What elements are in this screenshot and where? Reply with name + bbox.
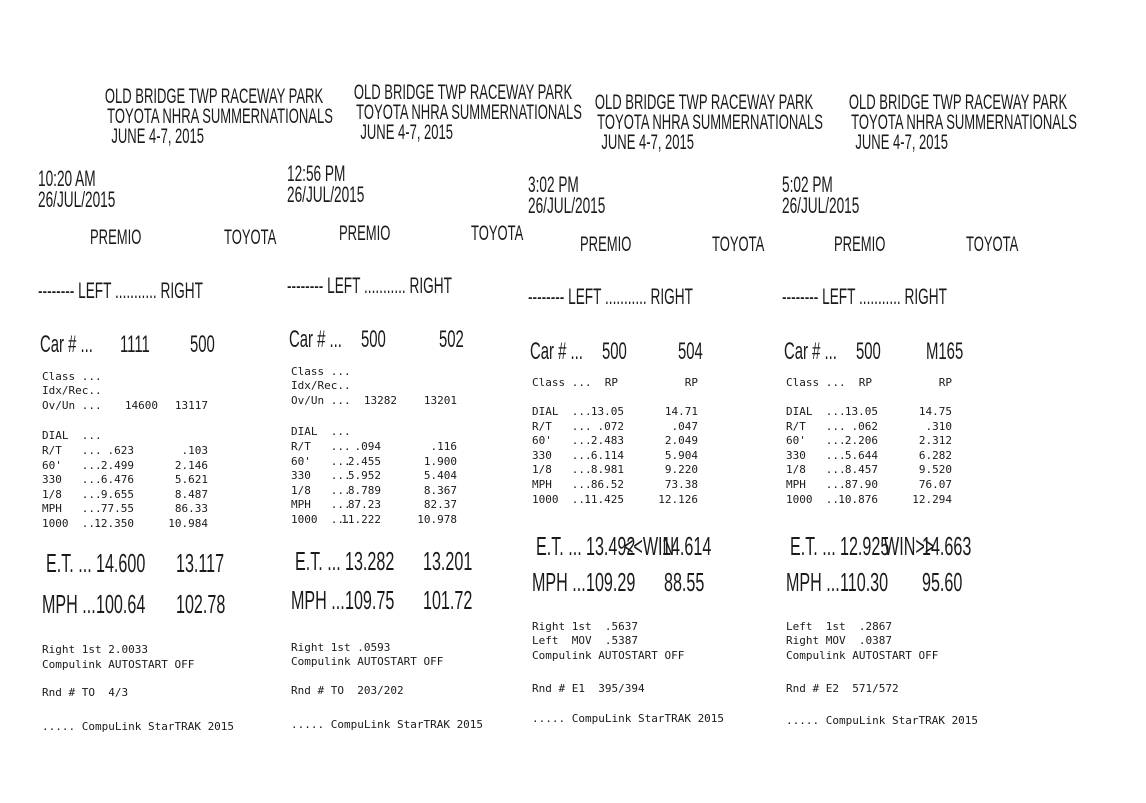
timing-row-label: 1000 ... <box>291 512 351 526</box>
right-lane-name: TOYOTA <box>712 233 765 256</box>
timing-row-label: 1/8 ... <box>291 483 351 497</box>
autostart-status: Compulink AUTOSTART OFF <box>786 649 939 662</box>
timing-row-label: 330 ... <box>291 469 351 482</box>
track-name: OLD BRIDGE TWP RACEWAY PARK <box>594 91 814 114</box>
timing-row-label: 1000 ... <box>532 492 592 506</box>
et-right: 13.201 <box>423 546 473 576</box>
lane-header: -------- LEFT ........... RIGHT <box>528 284 693 309</box>
timing-row-label: MPH ... <box>291 498 351 511</box>
slip-footer: ..... CompuLink StarTRAK 2015 <box>291 718 484 731</box>
timing-row-left: 87.90 <box>844 478 878 491</box>
timing-row-label: R/T ... <box>42 444 102 457</box>
timing-row-label: R/T ... <box>786 419 846 433</box>
et-left: 13.492 <box>586 531 636 561</box>
car-number-right: 502 <box>439 326 464 353</box>
timing-row-left: 5.952 <box>347 469 381 482</box>
timing-row-label: 1/8 ... <box>786 463 846 477</box>
timing-row-right: 10.984 <box>168 516 208 530</box>
slip-time: 5:02 PM <box>782 172 833 197</box>
idx-rec-label: Idx/Rec.. <box>291 379 351 392</box>
timing-row-label: 60' ... <box>291 454 351 468</box>
ovun-left: 13282 <box>363 394 397 407</box>
event-dates: JUNE 4-7, 2015 <box>601 131 695 154</box>
event-name: TOYOTA NHRA SUMMERNATIONALS <box>107 105 333 128</box>
timing-row-label: 1000 ... <box>786 492 846 506</box>
timing-row-label: MPH ... <box>786 478 846 491</box>
timing-row-right: 5.404 <box>423 469 457 482</box>
timing-row-label: 60' ... <box>42 458 102 472</box>
ovun-label: Ov/Un ... <box>291 394 351 407</box>
mph-right: 88.55 <box>664 567 705 597</box>
timing-row-right: .310 <box>925 419 952 433</box>
right-lane-name: TOYOTA <box>224 226 277 249</box>
slip-date: 26/JUL/2015 <box>782 193 860 218</box>
class-right: RP <box>684 376 698 389</box>
timing-row-right: .047 <box>671 419 698 433</box>
slip-time: 12:56 PM <box>287 161 346 186</box>
timing-row-right: 5.904 <box>664 448 698 462</box>
race-margin: Right MOV .0387 <box>786 634 892 647</box>
car-number-left: 1111 <box>120 331 150 358</box>
timing-row-left: 77.55 <box>100 502 134 515</box>
mph-left: 100.64 <box>96 589 146 619</box>
timing-row-right: 8.487 <box>174 487 208 501</box>
timing-row-right: 9.220 <box>664 463 698 477</box>
left-lane-name: PREMIO <box>580 233 632 256</box>
event-dates: JUNE 4-7, 2015 <box>855 131 949 154</box>
timing-row-label: 1/8 ... <box>42 487 102 501</box>
timing-row-right: 12.294 <box>912 492 952 506</box>
timing-row-left: 12.350 <box>94 516 134 530</box>
track-name: OLD BRIDGE TWP RACEWAY PARK <box>848 91 1068 114</box>
track-name: OLD BRIDGE TWP RACEWAY PARK <box>353 81 573 104</box>
race-result: Left 1st .2867 <box>786 620 892 633</box>
timing-row-right: 14.75 <box>918 405 952 418</box>
timing-row-left: 5.644 <box>844 448 878 462</box>
timing-row-left: 2.206 <box>844 434 878 448</box>
timing-row-label: R/T ... <box>291 440 351 453</box>
car-number-label: Car # ... <box>40 331 93 358</box>
class-label: Class ... <box>42 370 102 383</box>
et-left: 13.282 <box>345 546 395 576</box>
timing-row-left: 8.457 <box>844 463 878 477</box>
timing-row-left: 8.789 <box>347 483 381 497</box>
et-label: E.T. ... <box>46 548 92 578</box>
event-dates: JUNE 4-7, 2015 <box>360 121 454 144</box>
car-number-label: Car # ... <box>784 338 837 365</box>
timing-row-label: 330 ... <box>786 448 846 462</box>
timing-row-left: 6.114 <box>590 448 624 462</box>
slip-date: 26/JUL/2015 <box>38 187 116 212</box>
left-lane-name: PREMIO <box>339 222 391 245</box>
timing-row-left: 6.476 <box>100 473 134 486</box>
timing-row-left: .062 <box>851 419 878 433</box>
timing-row-label: 330 ... <box>42 473 102 486</box>
car-number-label: Car # ... <box>289 326 342 353</box>
round-number: Rnd # E2 571/572 <box>786 682 899 695</box>
timing-row-right: 5.621 <box>174 473 208 486</box>
timing-row-label: DIAL ... <box>532 405 592 418</box>
timing-row-right: 73.38 <box>664 478 698 491</box>
race-result: Right 1st .0593 <box>291 641 391 654</box>
car-number-left: 500 <box>361 326 386 353</box>
track-name: OLD BRIDGE TWP RACEWAY PARK <box>104 85 324 108</box>
class-left: RP <box>604 376 618 389</box>
car-number-right: M165 <box>926 338 964 365</box>
timing-row-right: 6.282 <box>918 448 952 462</box>
et-right: 14.614 <box>662 531 712 561</box>
et-right: 13.117 <box>176 548 225 578</box>
slip-time: 10:20 AM <box>38 166 96 191</box>
lane-header: -------- LEFT ........... RIGHT <box>287 273 452 298</box>
timing-row-label: R/T ... <box>532 419 592 433</box>
slip-time: 3:02 PM <box>528 172 579 197</box>
timing-row-left: 11.222 <box>341 512 381 526</box>
car-number-left: 500 <box>602 338 627 365</box>
round-number: Rnd # TO 4/3 <box>42 686 129 699</box>
car-number-left: 500 <box>856 338 881 365</box>
et-label: E.T. ... <box>536 531 582 561</box>
autostart-status: Compulink AUTOSTART OFF <box>532 649 685 662</box>
timing-row-left: 8.981 <box>590 463 624 477</box>
slip-date: 26/JUL/2015 <box>287 182 365 207</box>
ovun-left: 14600 <box>124 399 158 412</box>
slip-footer: ..... CompuLink StarTRAK 2015 <box>786 714 979 727</box>
timing-row-right: 12.126 <box>658 492 698 506</box>
timing-row-label: 1000 ... <box>42 516 102 530</box>
mph-right: 101.72 <box>423 585 473 615</box>
mph-label: MPH ... <box>291 585 345 615</box>
round-number: Rnd # E1 395/394 <box>532 682 645 695</box>
dial-label: DIAL ... <box>42 429 102 442</box>
et-label: E.T. ... <box>790 531 836 561</box>
timing-row-right: 86.33 <box>174 502 208 515</box>
winner-indicator: <<WIN <box>624 531 675 561</box>
autostart-status: Compulink AUTOSTART OFF <box>291 655 444 668</box>
lane-header: -------- LEFT ........... RIGHT <box>782 284 947 309</box>
event-dates: JUNE 4-7, 2015 <box>111 125 205 148</box>
slip-date: 26/JUL/2015 <box>528 193 606 218</box>
car-number-right: 500 <box>190 331 215 358</box>
et-left: 14.600 <box>96 548 146 578</box>
mph-label: MPH ... <box>532 567 586 597</box>
timing-row-label: 330 ... <box>532 448 592 462</box>
timing-row-right: 2.049 <box>664 434 698 448</box>
timing-row-left: 11.425 <box>584 492 624 506</box>
timing-row-label: MPH ... <box>42 502 102 515</box>
round-number: Rnd # TO 203/202 <box>291 684 404 697</box>
timing-row-left: 13.05 <box>844 405 878 418</box>
mph-left: 109.29 <box>586 567 636 597</box>
slip-footer: ..... CompuLink StarTRAK 2015 <box>532 712 725 725</box>
et-label: E.T. ... <box>295 546 341 576</box>
timing-row-left: 87.23 <box>347 498 381 511</box>
timing-row-right: 82.37 <box>423 498 457 511</box>
timing-row-left: .072 <box>597 419 624 433</box>
timing-row-left: 2.499 <box>100 458 134 472</box>
race-result: Right 1st 2.0033 <box>42 643 148 656</box>
class-label: Class ... <box>786 376 846 389</box>
event-name: TOYOTA NHRA SUMMERNATIONALS <box>356 101 582 124</box>
autostart-status: Compulink AUTOSTART OFF <box>42 658 195 671</box>
timing-row-right: .116 <box>430 440 457 453</box>
timing-row-right: 8.367 <box>423 483 457 497</box>
mph-left: 109.75 <box>345 585 395 615</box>
timeslip-4 <box>782 91 1077 742</box>
car-number-right: 504 <box>678 338 703 365</box>
event-name: TOYOTA NHRA SUMMERNATIONALS <box>597 111 823 134</box>
timing-row-right: 76.07 <box>918 478 952 491</box>
mph-label: MPH ... <box>786 567 840 597</box>
timing-row-label: 60' ... <box>532 434 592 448</box>
class-label: Class ... <box>291 365 351 378</box>
mph-right: 102.78 <box>176 589 226 619</box>
timing-row-right: .103 <box>181 444 208 457</box>
et-left: 12.925 <box>840 531 890 561</box>
left-lane-name: PREMIO <box>90 226 142 249</box>
timing-row-left: 86.52 <box>590 478 624 491</box>
ovun-right: 13201 <box>423 394 457 407</box>
winner-indicator: WIN>> <box>884 531 935 561</box>
car-number-label: Car # ... <box>530 338 583 365</box>
ovun-right: 13117 <box>174 399 208 412</box>
timing-row-left: .623 <box>107 444 134 457</box>
race-margin: Left MOV .5387 <box>532 634 638 647</box>
class-right: RP <box>938 376 952 389</box>
timing-row-left: 9.655 <box>100 487 134 501</box>
timing-row-left: 13.05 <box>590 405 624 418</box>
mph-label: MPH ... <box>42 589 96 619</box>
ovun-label: Ov/Un ... <box>42 399 102 412</box>
class-left: RP <box>858 376 872 389</box>
class-label: Class ... <box>532 376 592 389</box>
timing-row-left: 10.876 <box>838 492 878 506</box>
timing-row-right: 14.71 <box>664 405 698 418</box>
left-lane-name: PREMIO <box>834 233 886 256</box>
race-result: Right 1st .5637 <box>532 620 638 633</box>
timing-row-label: MPH ... <box>532 478 592 491</box>
timing-row-left: .094 <box>354 440 381 453</box>
timing-row-right: 9.520 <box>918 463 952 477</box>
timing-row-left: 2.455 <box>347 454 381 468</box>
timing-row-label: DIAL ... <box>786 405 846 418</box>
timing-row-right: 2.312 <box>918 434 952 448</box>
lane-header: -------- LEFT ........... RIGHT <box>38 278 203 303</box>
et-right: 14.663 <box>922 531 972 561</box>
timing-row-right: 10.978 <box>417 512 457 526</box>
timing-row-label: 1/8 ... <box>532 463 592 477</box>
idx-rec-label: Idx/Rec.. <box>42 384 102 397</box>
right-lane-name: TOYOTA <box>471 222 524 245</box>
timing-row-left: 2.483 <box>590 434 624 448</box>
timing-row-right: 2.146 <box>174 458 208 472</box>
dial-label: DIAL ... <box>291 425 351 438</box>
event-name: TOYOTA NHRA SUMMERNATIONALS <box>851 111 1077 134</box>
mph-right: 95.60 <box>922 567 963 597</box>
timing-row-label: 60' ... <box>786 434 846 448</box>
slip-footer: ..... CompuLink StarTRAK 2015 <box>42 720 235 733</box>
timing-row-right: 1.900 <box>423 454 457 468</box>
right-lane-name: TOYOTA <box>966 233 1019 256</box>
mph-left: 110.30 <box>840 567 889 597</box>
